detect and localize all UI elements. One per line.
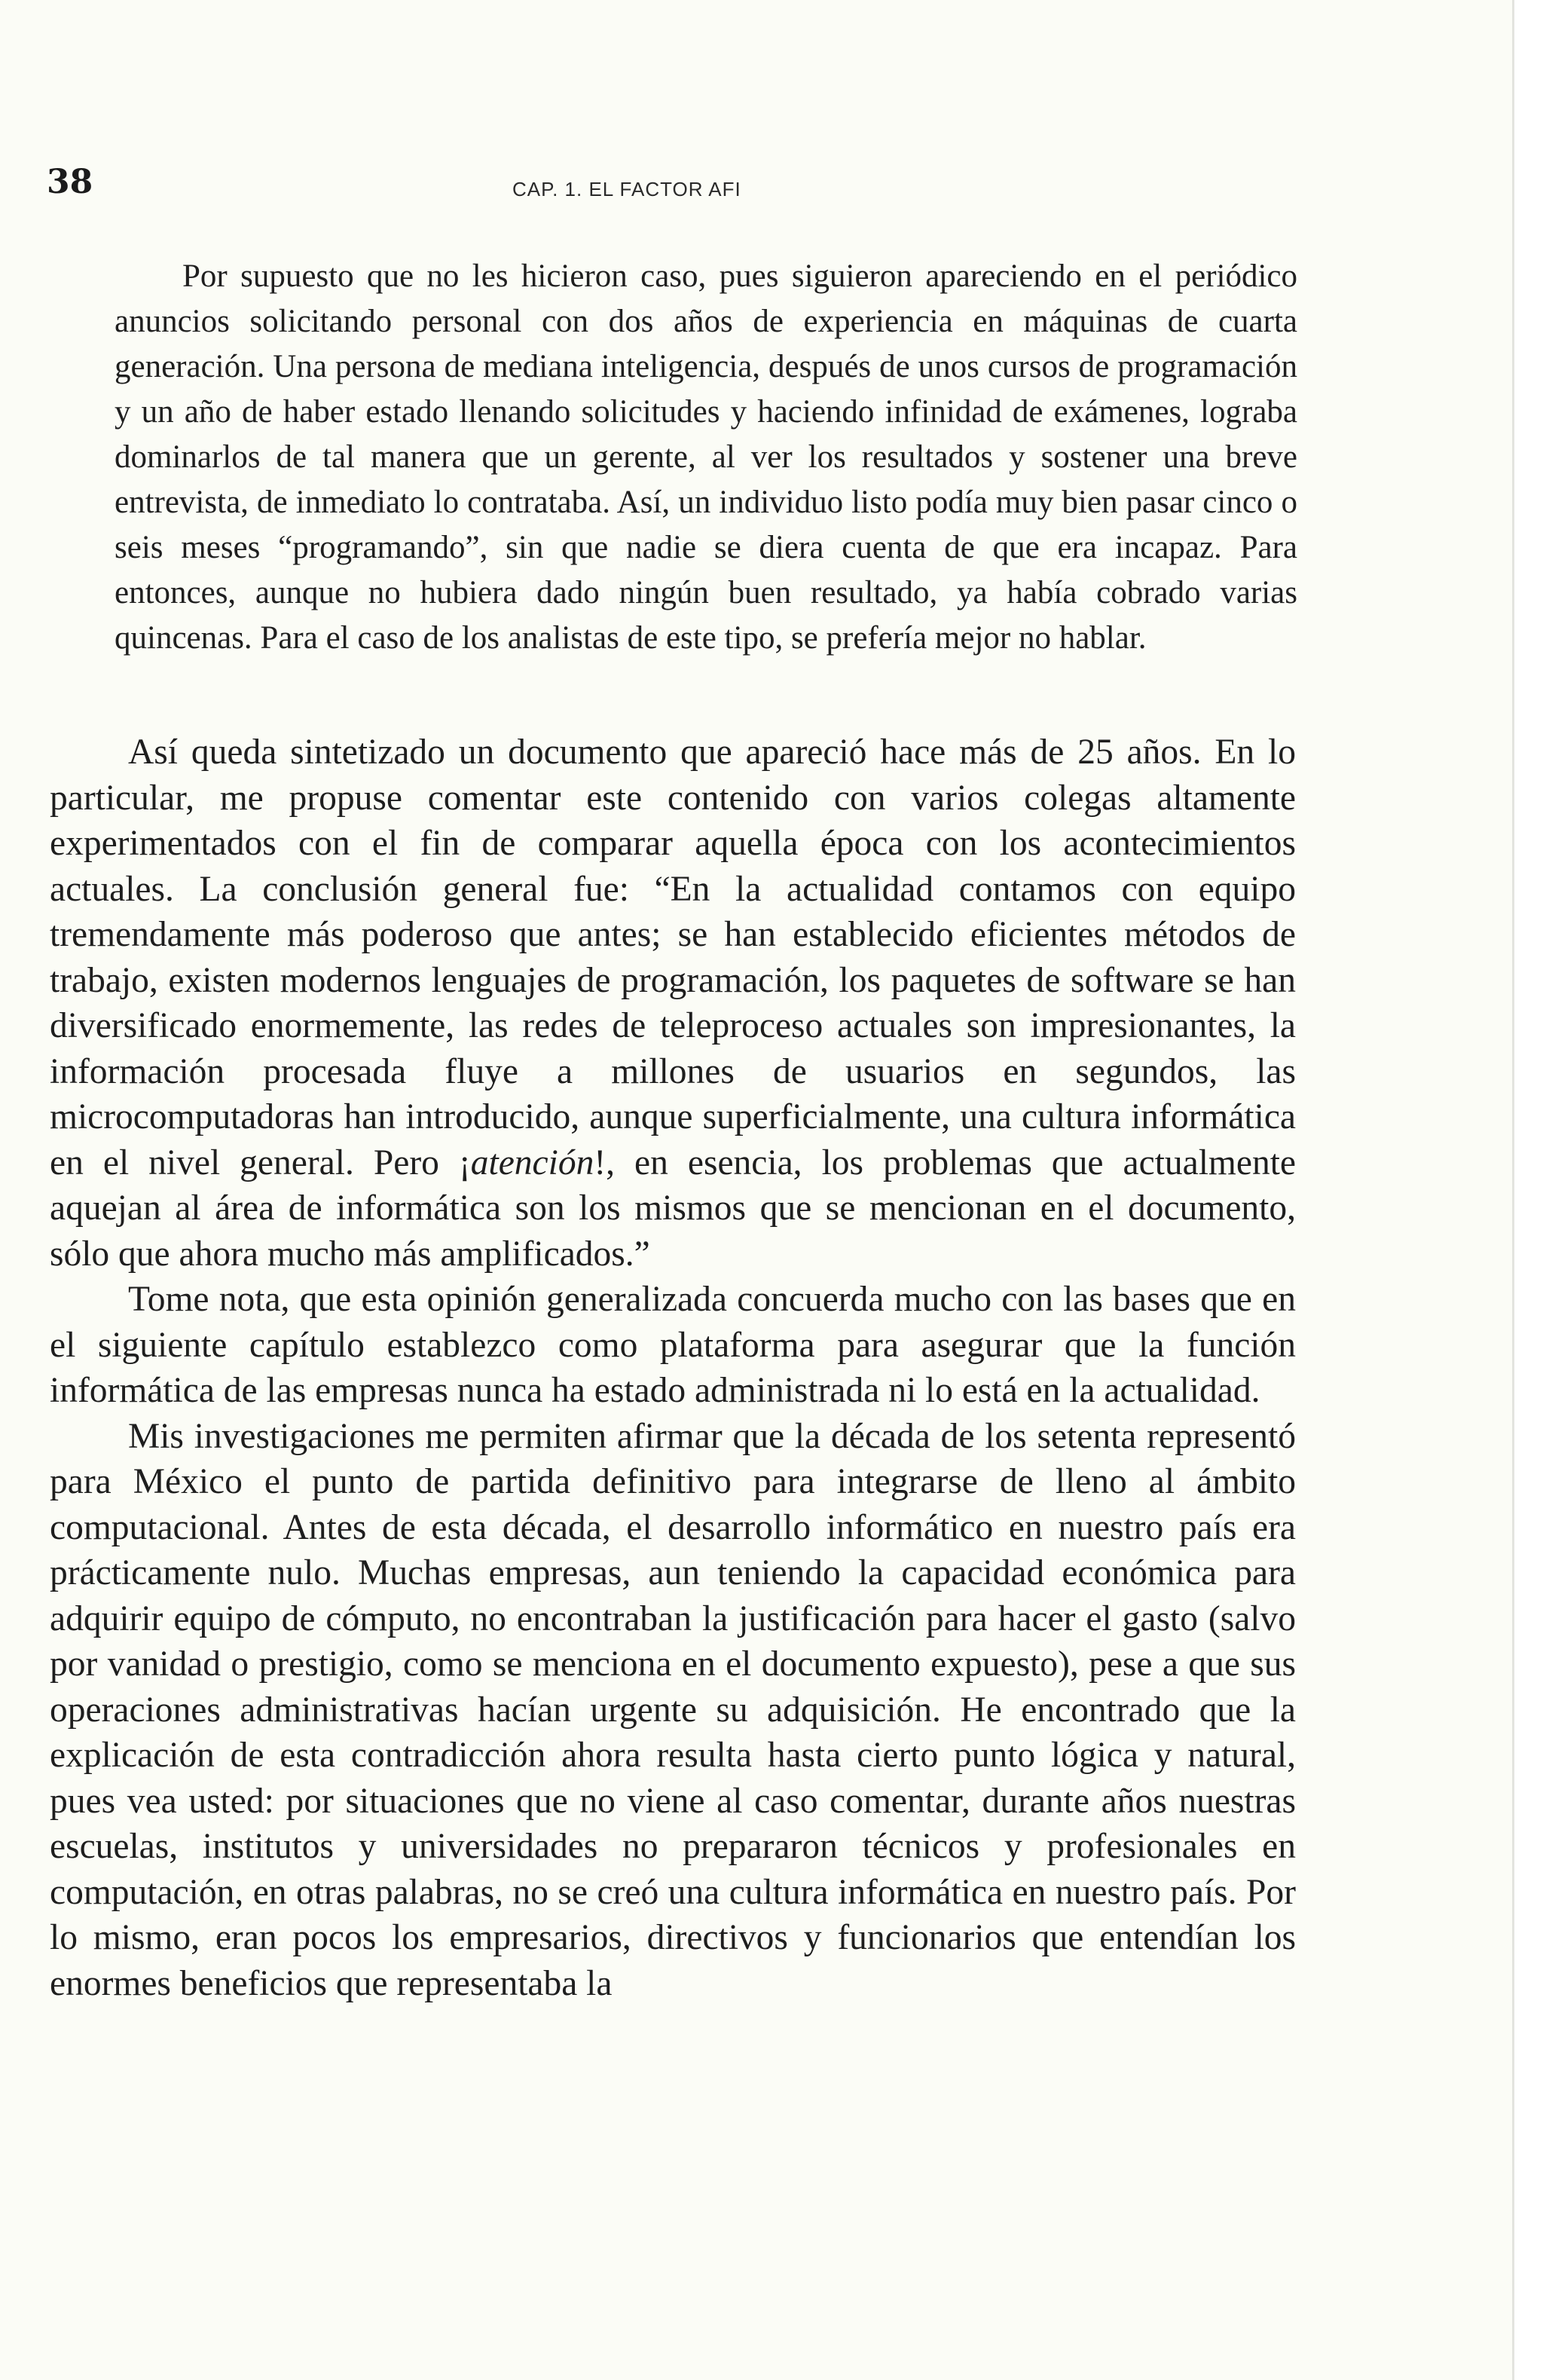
body-paragraph-3: Mis investigaciones me permiten afirmar que la década de los setenta representó para México el punto de partida definitivo para integrarse de lleno al ámbito computacional. Antes de esta década, el desarrollo informático en nuestro país era prácticamente nulo. Muchas empresas, aun teniendo la capacidad económica para adquirir equipo de cómputo, no encontraban la justificación para hacer el gasto (salvo por vanidad o prestigio, como se menciona en el documento expuesto), pese a que sus operaciones administrativas hacían urgente su adquisición. He encontrado que la explicación de esta contradicción ahora resulta hasta cierto punto lógica y natural, pues vea usted: por situaciones que no viene al caso comentar, durante años nuestras escuelas, institutos y universidades no prepararon técnicos y profesionales en computación, en otras palabras, no se creó una cultura informática en nuestro país. Por lo mismo, eran pocos los empresarios, directivos y funcionarios que entendían los enormes beneficios que representaba la (50, 1416, 1296, 2003)
body-paragraph-2: Tome nota, que esta opinión generalizada concuerda mucho con las bases que en el siguiente capítulo establezco como plataforma para asegurar que la función informática de las empresas nunca ha estado administrada ni lo está en la actualidad. (50, 1280, 1296, 1410)
page-number: 38 (47, 163, 93, 201)
body-paragraph-1-text-b: !, en esencia, los problemas que actualmente aquejan al área de informática son los mismos que se mencionan en el documento, sólo que ahora mucho más amplificados.” (50, 1143, 1296, 1274)
quoted-document-excerpt (115, 254, 1297, 661)
quote-paragraph: Por supuesto que no les hicieron caso, pues siguieron apareciendo en el periódico anuncios solicitando personal con dos años de experiencia en máquinas de cuarta generación. Una persona de mediana inteligencia, después de unos cursos de programación y un año de haber estado llenando solicitudes y haciendo infinidad de exámenes, lograba dominarlos de tal manera que un gerente, al ver los resultados y sostener una breve entrevista, de inmediato lo contrataba. Así, un individuo listo podía muy bien pasar cinco o seis meses “programando”, sin que nadie se diera cuenta de que era incapaz. Para entonces, aunque no hubiera dado ningún buen resultado, ya había cobrado varias quincenas. Para el caso de los analistas de este tipo, se prefería mejor no hablar. (115, 258, 1297, 656)
body-text (50, 730, 1296, 2006)
body-paragraph-1-text-a: Así queda sintetizado un documento que apareció hace más de 25 años. En lo particular, me propuse comentar este contenido con varios colegas altamente experimentados con el fin de comparar aquella época con los acontecimientos actuales. La conclusión general fue: “En la actualidad contamos con equipo tremendamente más poderoso que antes; se han establecido eficientes métodos de trabajo, existen modernos lenguajes de programación, los paquetes de software se han diversificado enormemente, las redes de teleproceso actuales son impresionantes, la información procesada fluye a millones de usuarios en segundos, las microcomputadoras han introducido, aunque superficialmente, una cultura informática en el nivel general. Pero ¡ (50, 733, 1296, 1182)
emphasis-atencion: atención (470, 1143, 594, 1182)
body-paragraph-1 (50, 730, 1296, 1277)
running-head: CAP. 1. EL FACTOR AFI (512, 178, 741, 200)
